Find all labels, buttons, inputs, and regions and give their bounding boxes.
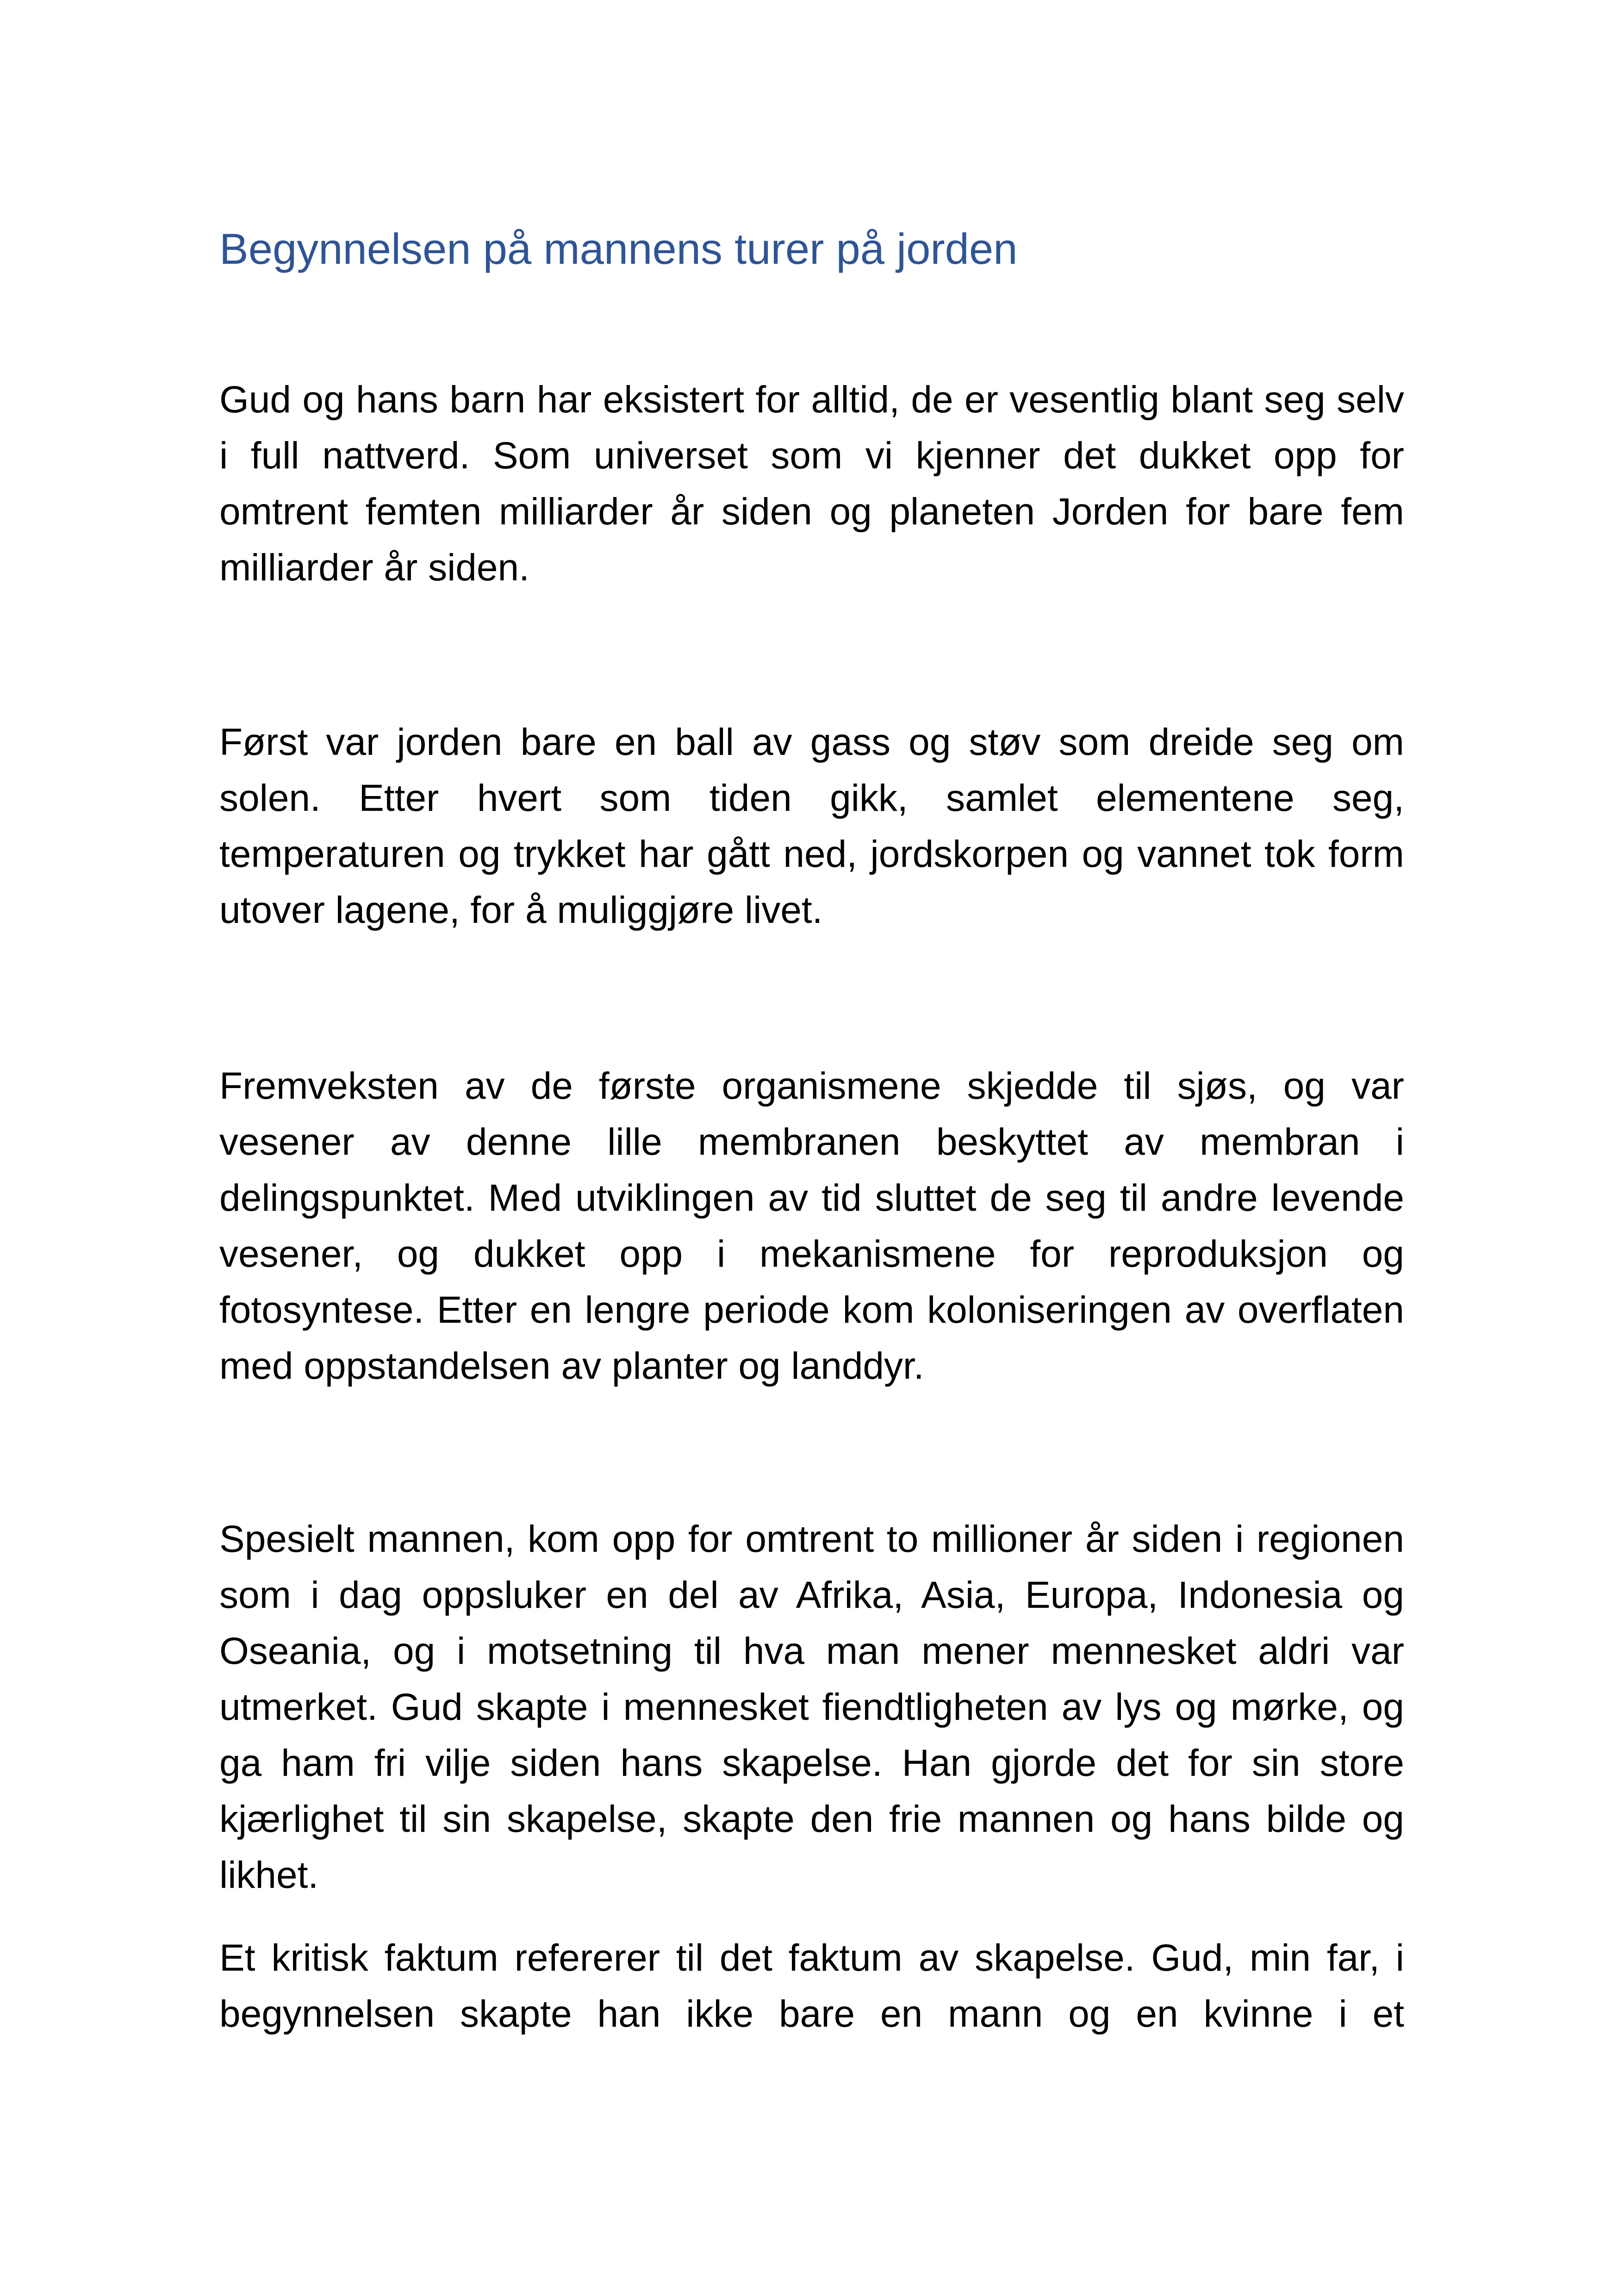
paragraph-2: Først var jorden bare en ball av gass og støv som dreide seg om solen. Etter hvert som tiden gikk, samlet elementene seg, temperaturen og trykket har gått ned, jordskorpen og vannet tok form utover lagene, for å muliggjøre livet. <box>219 721 1404 931</box>
paragraph-4: Spesielt mannen, kom opp for omtrent to millioner år siden i regionen som i dag oppsluker en del av Afrika, Asia, Europa, Indonesia og Oseania, og i motsetning til hva man mener mennesket aldri var utmerket. Gud skapte i mennesket fiendtligheten av lys og mørke, og ga ham fri vilje siden hans skapelse. Han gjorde det for sin store kjærlighet til sin skapelse, skapte den frie mannen og hans bilde og likhet. <box>219 1518 1404 1896</box>
paragraph-5: Et kritisk faktum refererer til det faktum av skapelse. Gud, min far, i begynnelsen skapte han ikke bare en mann og en kvinne i et <box>219 1937 1404 2035</box>
paragraph-3: Fremveksten av de første organismene skjedde til sjøs, og var vesener av denne lille membranen beskyttet av membran i delingspunktet. Med utviklingen av tid sluttet de seg til andre levende vesener, og dukket opp i mekanismene for reproduksjon og fotosyntese. Etter en lengre periode kom koloniseringen av overflaten med oppstandelsen av planter og landdyr. <box>219 1065 1404 1387</box>
paragraph-1: Gud og hans barn har eksistert for alltid, de er vesentlig blant seg selv i full nattverd. Som universet som vi kjenner det dukket opp for omtrent femten milliarder år siden og planeten Jorden for bare fem milliarder år siden. <box>219 379 1404 589</box>
document-heading: Begynnelsen på mannens turer på jorden <box>219 224 1018 273</box>
